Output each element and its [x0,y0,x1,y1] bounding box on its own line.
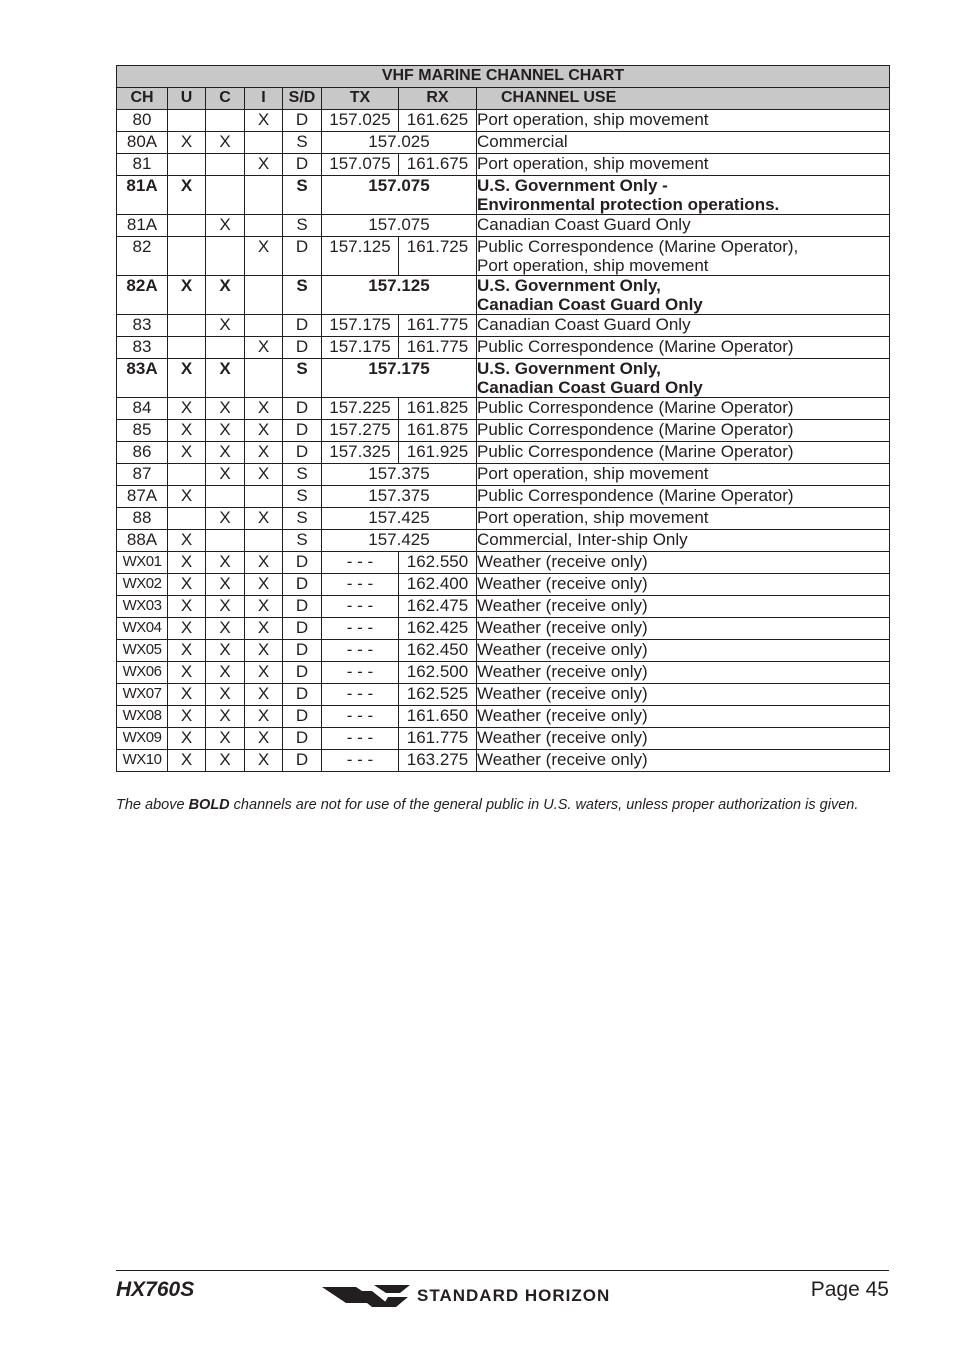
table-row [117,464,890,486]
cell-i: X [245,464,283,486]
cell-u: X [168,398,206,420]
cell-rx: 162.450 [399,640,477,662]
cell-i: X [245,237,283,276]
header-ch: CH [117,88,168,110]
cell-c: X [206,315,245,337]
cell-sd: S [283,359,322,398]
standard-horizon-logo [322,1281,687,1309]
cell-tx: 157.275 [322,420,399,442]
cell-sd: S [283,215,322,237]
cell-rx: 161.775 [399,728,477,750]
cell-c: X [206,464,245,486]
brand-name: STANDARD HORIZON [417,1286,611,1305]
cell-rx: 162.400 [399,574,477,596]
cell-ch: 88 [117,508,168,530]
cell-i [245,215,283,237]
cell-i [245,315,283,337]
cell-ch: 81A [117,176,168,215]
cell-i [245,530,283,552]
cell-i: X [245,618,283,640]
cell-rx: 162.500 [399,662,477,684]
cell-rx: 161.725 [399,237,477,276]
table-row [117,662,890,684]
cell-sd: S [283,276,322,315]
table-row [117,728,890,750]
header-i: I [245,88,283,110]
cell-tx: - - - [322,618,399,640]
cell-channel-use [477,176,890,215]
cell-u: X [168,662,206,684]
cell-c: X [206,662,245,684]
cell-rx: 162.425 [399,618,477,640]
channel-use-line: Port operation, ship movement [477,508,709,527]
cell-ch: 87 [117,464,168,486]
cell-i: X [245,706,283,728]
cell-tx: - - - [322,552,399,574]
cell-i [245,486,283,508]
chart-title-row [117,66,890,88]
channel-use-line: Commercial, Inter-ship Only [477,530,688,549]
table-row [117,398,890,420]
channel-use-line: U.S. Government Only, [477,359,661,378]
cell-sd: D [283,110,322,132]
cell-ch: 81A [117,215,168,237]
cell-ch: 83 [117,337,168,359]
cell-i: X [245,552,283,574]
table-row [117,640,890,662]
cell-channel-use [477,684,890,706]
table-row [117,215,890,237]
cell-channel-use [477,706,890,728]
cell-i: X [245,508,283,530]
cell-rx: 161.775 [399,315,477,337]
chart-header-row [117,88,890,110]
cell-sd: S [283,508,322,530]
cell-ch: 81 [117,154,168,176]
cell-sd: S [283,530,322,552]
cell-sd: D [283,684,322,706]
cell-channel-use [477,574,890,596]
table-row [117,618,890,640]
cell-u: X [168,442,206,464]
cell-ch: WX09 [117,728,168,750]
cell-i: X [245,574,283,596]
channel-use-line: Public Correspondence (Marine Operator) [477,420,794,439]
cell-channel-use [477,750,890,772]
cell-tx: 157.325 [322,442,399,464]
cell-channel-use [477,640,890,662]
cell-u [168,315,206,337]
cell-sd: D [283,750,322,772]
cell-channel-use [477,618,890,640]
cell-i: X [245,154,283,176]
table-row [117,442,890,464]
cell-rx: 161.925 [399,442,477,464]
cell-u: X [168,728,206,750]
cell-c: X [206,640,245,662]
cell-sd: D [283,442,322,464]
cell-i: X [245,398,283,420]
table-row [117,750,890,772]
cell-ch: 82A [117,276,168,315]
cell-i [245,132,283,154]
table-row [117,315,890,337]
cell-c [206,110,245,132]
table-row [117,276,890,315]
channel-use-line: Canadian Coast Guard Only [477,378,703,397]
cell-u: X [168,359,206,398]
cell-rx: 161.625 [399,110,477,132]
cell-u [168,337,206,359]
channel-use-line: Weather (receive only) [477,552,648,571]
cell-channel-use [477,552,890,574]
cell-tx: - - - [322,574,399,596]
cell-sd: D [283,420,322,442]
cell-ch: WX03 [117,596,168,618]
cell-tx: 157.175 [322,315,399,337]
standard-horizon-emblem-icon [322,1285,410,1307]
channel-use-line: Canadian Coast Guard Only [477,295,703,314]
channel-use-line: Port operation, ship movement [477,110,709,129]
cell-u [168,464,206,486]
channel-use-line: Public Correspondence (Marine Operator) [477,486,794,505]
cell-sd: D [283,337,322,359]
channel-use-line: U.S. Government Only, [477,276,661,295]
note-prefix: The above [116,797,189,813]
cell-tx: 157.125 [322,237,399,276]
footer-model: HX760S [116,1278,195,1301]
cell-c [206,154,245,176]
table-row [117,574,890,596]
cell-u: X [168,750,206,772]
channel-use-line: Port operation, ship movement [477,154,709,173]
cell-ch: WX02 [117,574,168,596]
cell-ch: 83A [117,359,168,398]
cell-channel-use [477,276,890,315]
chart-title: VHF MARINE CHANNEL CHART [117,66,890,88]
cell-channel-use [477,337,890,359]
cell-ch: 83 [117,315,168,337]
chart-body [117,110,890,772]
cell-ch: WX01 [117,552,168,574]
cell-channel-use [477,398,890,420]
channel-use-line: Weather (receive only) [477,706,648,725]
cell-ch: WX08 [117,706,168,728]
cell-u: X [168,276,206,315]
cell-u [168,237,206,276]
cell-c: X [206,596,245,618]
note-suffix: channels are not for use of the general public in U.S. waters, unless proper authorization is given. [229,797,859,813]
cell-tx-rx: 157.375 [322,464,477,486]
channel-use-line: Weather (receive only) [477,596,648,615]
cell-c [206,237,245,276]
cell-c: X [206,684,245,706]
cell-channel-use [477,154,890,176]
note-bold-word: BOLD [188,797,230,813]
cell-channel-use [477,215,890,237]
channel-use-line: Weather (receive only) [477,684,648,703]
cell-u: X [168,552,206,574]
table-row [117,530,890,552]
cell-tx: 157.075 [322,154,399,176]
cell-c: X [206,132,245,154]
cell-c: X [206,552,245,574]
channel-use-line: U.S. Government Only - [477,176,668,195]
cell-tx-rx: 157.175 [322,359,477,398]
table-row [117,359,890,398]
cell-sd: D [283,640,322,662]
cell-c [206,337,245,359]
table-row [117,508,890,530]
cell-channel-use [477,132,890,154]
cell-u: X [168,640,206,662]
channel-use-line: Weather (receive only) [477,728,648,747]
cell-u: X [168,486,206,508]
cell-channel-use [477,110,890,132]
header-channel-use: CHANNEL USE [477,88,890,110]
cell-ch: 86 [117,442,168,464]
cell-i: X [245,596,283,618]
cell-tx-rx: 157.425 [322,530,477,552]
cell-tx: - - - [322,662,399,684]
cell-tx: 157.225 [322,398,399,420]
cell-i: X [245,337,283,359]
header-tx: TX [322,88,399,110]
table-row [117,337,890,359]
cell-u: X [168,530,206,552]
bold-channels-note [116,797,891,814]
channel-use-line: Public Correspondence (Marine Operator) [477,337,794,356]
cell-ch: 80 [117,110,168,132]
cell-rx: 161.650 [399,706,477,728]
cell-c: X [206,398,245,420]
cell-u [168,110,206,132]
page-number: Page 45 [810,1278,889,1301]
cell-tx-rx: 157.075 [322,215,477,237]
cell-c: X [206,618,245,640]
cell-c [206,176,245,215]
cell-u: X [168,596,206,618]
cell-u: X [168,706,206,728]
cell-sd: S [283,486,322,508]
cell-tx: - - - [322,684,399,706]
cell-tx-rx: 157.375 [322,486,477,508]
cell-rx: 162.475 [399,596,477,618]
cell-i [245,276,283,315]
cell-i: X [245,662,283,684]
cell-c: X [206,574,245,596]
channel-use-line: Port operation, ship movement [477,464,709,483]
table-row [117,132,890,154]
cell-sd: D [283,398,322,420]
cell-ch: WX04 [117,618,168,640]
cell-rx: 161.875 [399,420,477,442]
cell-c: X [206,728,245,750]
cell-rx: 162.525 [399,684,477,706]
cell-u: X [168,684,206,706]
cell-c: X [206,508,245,530]
cell-channel-use [477,464,890,486]
cell-tx: 157.025 [322,110,399,132]
cell-c [206,486,245,508]
cell-tx-rx: 157.025 [322,132,477,154]
header-rx: RX [399,88,477,110]
channel-use-line: Canadian Coast Guard Only [477,315,691,334]
cell-c: X [206,706,245,728]
cell-i: X [245,728,283,750]
cell-c: X [206,442,245,464]
header-c: C [206,88,245,110]
cell-ch: WX05 [117,640,168,662]
cell-sd: D [283,618,322,640]
cell-ch: 87A [117,486,168,508]
cell-tx: 157.175 [322,337,399,359]
cell-channel-use [477,442,890,464]
cell-c: X [206,420,245,442]
channel-use-line: Commercial [477,132,568,151]
cell-i [245,176,283,215]
cell-channel-use [477,530,890,552]
channel-use-line: Weather (receive only) [477,640,648,659]
cell-sd: D [283,662,322,684]
channel-use-line: Public Correspondence (Marine Operator) [477,398,794,417]
cell-u: X [168,176,206,215]
cell-c: X [206,750,245,772]
cell-channel-use [477,728,890,750]
cell-channel-use [477,662,890,684]
cell-channel-use [477,596,890,618]
cell-u [168,154,206,176]
header-sd: S/D [283,88,322,110]
table-row [117,420,890,442]
channel-use-line: Weather (receive only) [477,662,648,681]
table-row [117,110,890,132]
cell-sd: D [283,728,322,750]
cell-u: X [168,618,206,640]
cell-u: X [168,132,206,154]
cell-c: X [206,276,245,315]
cell-ch: 88A [117,530,168,552]
cell-tx: - - - [322,750,399,772]
channel-use-line: Canadian Coast Guard Only [477,215,691,234]
cell-sd: D [283,596,322,618]
cell-sd: S [283,176,322,215]
cell-sd: D [283,237,322,276]
cell-i: X [245,110,283,132]
cell-tx-rx: 157.425 [322,508,477,530]
cell-rx: 161.825 [399,398,477,420]
table-row [117,486,890,508]
cell-i: X [245,684,283,706]
cell-tx: - - - [322,706,399,728]
channel-use-line: Weather (receive only) [477,618,648,637]
cell-c: X [206,359,245,398]
cell-ch: 84 [117,398,168,420]
cell-channel-use [477,237,890,276]
footer-divider [116,1270,889,1271]
channel-use-line: Public Correspondence (Marine Operator) [477,442,794,461]
cell-sd: S [283,464,322,486]
cell-sd: D [283,154,322,176]
channel-use-line: Port operation, ship movement [477,256,709,275]
channel-use-line: Environmental protection operations. [477,195,780,214]
cell-channel-use [477,508,890,530]
cell-sd: D [283,552,322,574]
cell-u [168,215,206,237]
cell-c [206,530,245,552]
cell-ch: 82 [117,237,168,276]
table-row [117,237,890,276]
table-row [117,596,890,618]
table-row [117,706,890,728]
cell-i: X [245,442,283,464]
channel-use-line: Public Correspondence (Marine Operator), [477,237,799,256]
cell-i: X [245,640,283,662]
cell-rx: 161.775 [399,337,477,359]
table-row [117,176,890,215]
cell-channel-use [477,486,890,508]
table-row [117,154,890,176]
cell-rx: 161.675 [399,154,477,176]
cell-tx: - - - [322,596,399,618]
cell-u: X [168,420,206,442]
cell-tx-rx: 157.075 [322,176,477,215]
cell-ch: 85 [117,420,168,442]
cell-ch: WX10 [117,750,168,772]
cell-tx: - - - [322,728,399,750]
cell-i: X [245,420,283,442]
cell-i: X [245,750,283,772]
table-row [117,684,890,706]
cell-ch: 80A [117,132,168,154]
cell-channel-use [477,359,890,398]
channel-use-line: Weather (receive only) [477,750,648,769]
cell-rx: 162.550 [399,552,477,574]
table-row [117,552,890,574]
cell-tx: - - - [322,640,399,662]
cell-ch: WX06 [117,662,168,684]
header-u: U [168,88,206,110]
cell-channel-use [477,315,890,337]
cell-rx: 163.275 [399,750,477,772]
channel-chart-table [116,65,890,772]
cell-sd: S [283,132,322,154]
cell-i [245,359,283,398]
cell-sd: D [283,315,322,337]
cell-sd: D [283,574,322,596]
cell-c: X [206,215,245,237]
cell-u: X [168,574,206,596]
cell-sd: D [283,706,322,728]
channel-use-line: Weather (receive only) [477,574,648,593]
cell-tx-rx: 157.125 [322,276,477,315]
cell-u [168,508,206,530]
cell-channel-use [477,420,890,442]
cell-ch: WX07 [117,684,168,706]
